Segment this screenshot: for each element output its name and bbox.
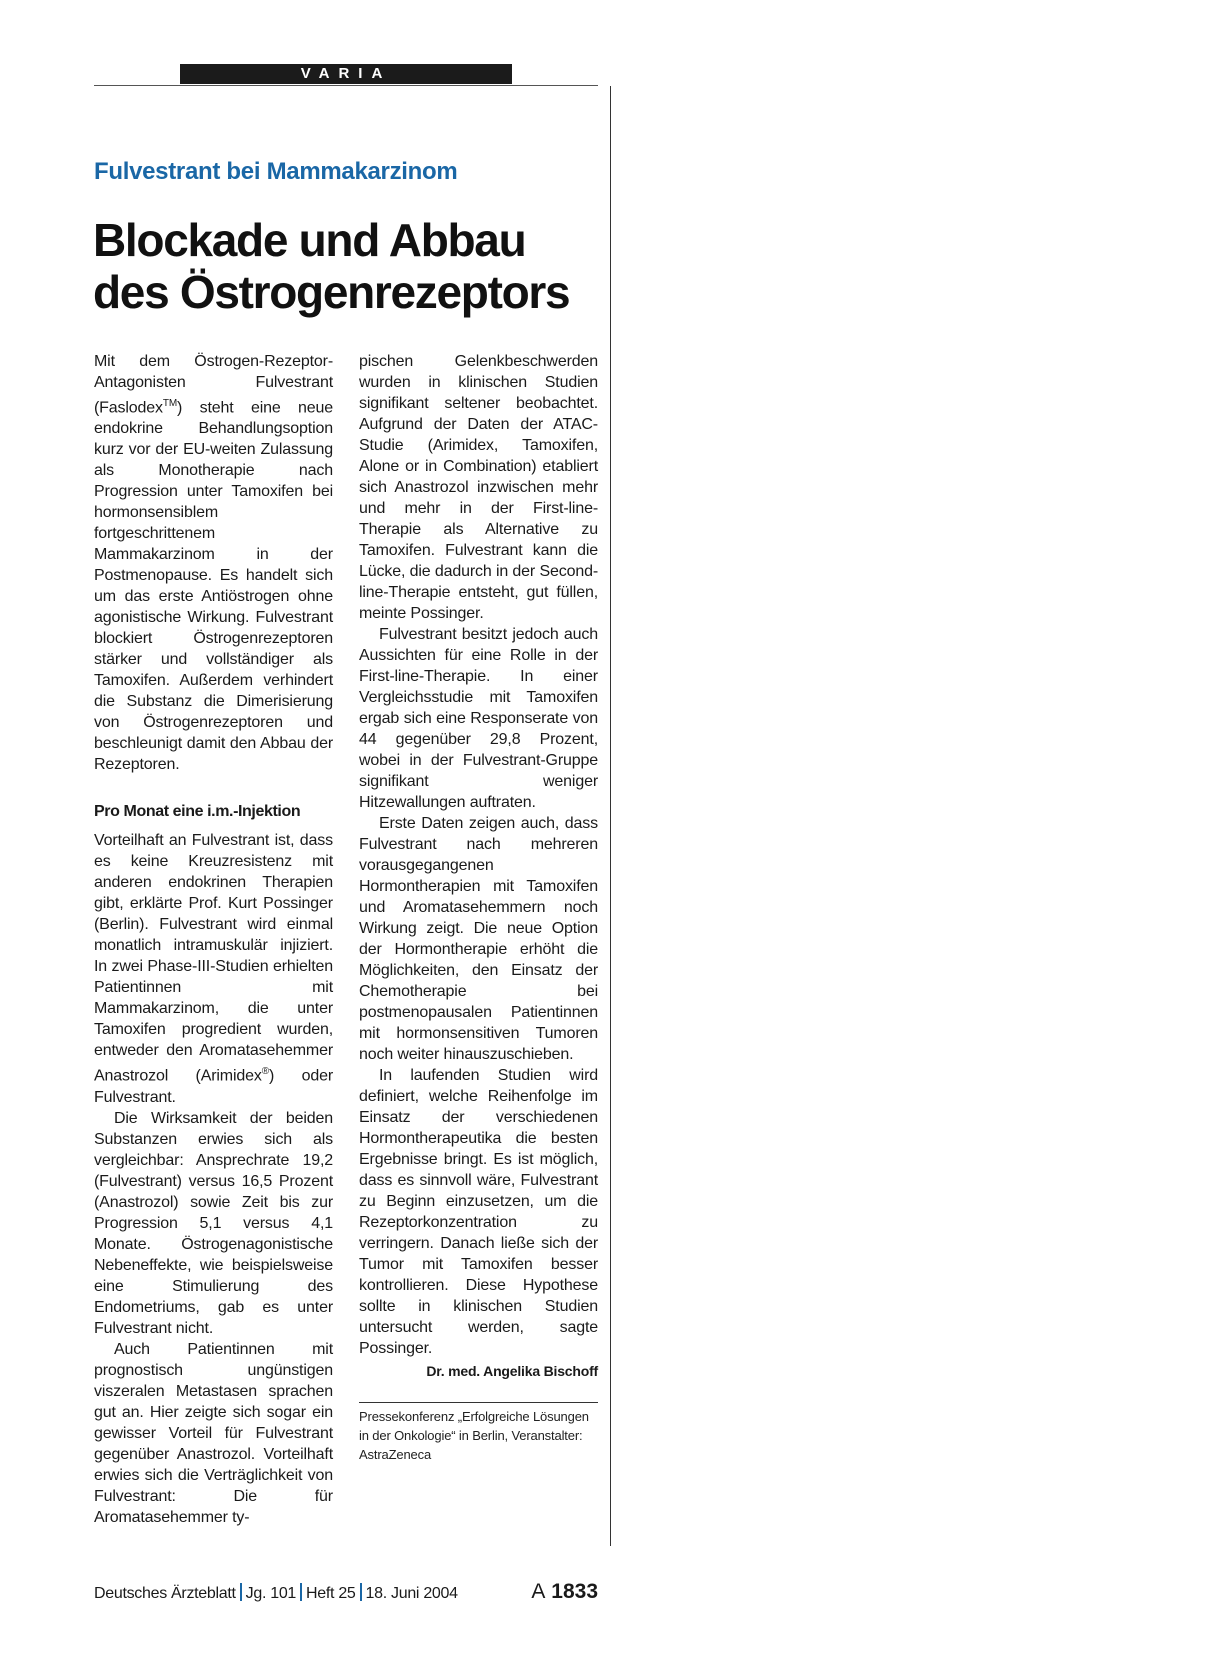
page-prefix: A	[531, 1580, 546, 1603]
registered-sign: ®	[261, 1066, 269, 1078]
paragraph: Die Wirksamkeit der beiden Substanzen erwies sich als vergleichbar: Ansprechrate 19,2 (Fulvestrant) versus 16,5 Prozent (Anastrozol) sowie Zeit bis zur Progression 5,1 versus 4,1 Monate. Östrogenagonistische Nebeneffekte, wie beispielsweise eine Stimulierung des Endometriums, gab es unter Fulvestrant nicht.	[94, 1109, 333, 1337]
footer-separator	[300, 1583, 302, 1601]
paragraph: Erste Daten zeigen auch, dass Fulvestrant nach mehreren vorausgegangenen Hormontherapien mit Tamoxifen und Aromatasehemmern noch Wirkung zeigt. Die neue Option der Hormontherapie erhöht die Möglichkeiten, den Einsatz der Chemotherapie bei postmenopausalen Patientinnen mit hormonsensitiven Tumoren noch weiter hinauszuschieben.	[359, 815, 598, 1063]
source-note: Pressekonferenz „Erfolgreiche Lösungen in der Onkologie“ in Berlin, Veranstalter: AstraZeneca	[359, 1409, 589, 1462]
headline-line-1: Blockade und Abbau	[93, 214, 526, 266]
footer-separator	[360, 1583, 362, 1601]
paragraph	[94, 830, 333, 1107]
paragraph: pischen Gelenkbeschwerden wurden in klinischen Studien signifikant seltener beobachtet. Aufgrund der Daten der ATAC-Studie (Arimidex, Tamoxifen, Alone or in Combination) etabliert sich Anastrozol inzwischen mehr und mehr in der First-line-Therapie als Alternative zu Tamoxifen. Fulvestrant kann die Lücke, die dadurch in der Second-line-Therapie entsteht, gut füllen, meinte Possinger.	[359, 353, 598, 622]
headline-line-2: des Östrogenrezeptors	[93, 266, 570, 318]
trademark-sign: TM	[162, 398, 178, 409]
author-byline: Dr. med. Angelika Bischoff	[426, 1363, 598, 1379]
footer-separator	[240, 1583, 242, 1601]
article-kicker: Fulvestrant bei Mammakarzinom	[94, 158, 458, 185]
subheading: Pro Monat eine i.m.-Injektion	[94, 803, 301, 821]
page-number	[531, 1580, 598, 1604]
page-footer	[94, 1580, 598, 1606]
issue-date: 18. Juni 2004	[365, 1585, 458, 1602]
journal-volume: Jg. 101	[245, 1585, 297, 1602]
paragraph-text: ) oder Fulvestrant.	[94, 1067, 333, 1106]
header-rule	[94, 85, 598, 86]
paragraph: Auch Patientinnen mit prognostisch ungünstigen viszeralen Metastasen sprachen gut an. Hier zeigte sich sogar ein gewisser Vorteil für Fulvestrant gegenüber Anastrozol. Vorteilhaft erwies sich die Verträglichkeit von Fulvestrant: Die für Aromatasehemmer ty-	[94, 1340, 333, 1526]
paragraph-text: Mit dem Östrogen-Rezeptor-Antagonisten Fulvestrant (Faslodex	[94, 353, 333, 417]
paragraph: Fulvestrant besitzt jedoch auch Aussichten für eine Rolle in der First-line-Therapie. In einer Vergleichsstudie mit Tamoxifen ergab sich eine Responserate von 44 gegenüber 29,8 Prozent, wobei in der Fulvestrant-Gruppe signifikant weniger Hitzewallungen auftraten.	[359, 626, 598, 811]
paragraph-text: ) steht eine neue endokrine Behandlungsoption kurz vor der EU-weiten Zulassung als Monotherapie nach Progression unter Tamoxifen bei hormonsensiblem fortgeschrittenem Mammakarzinom in der Postmenopause. Es handelt sich um das erste Antiöstrogen ohne agonistische Wirkung. Fulvestrant blockiert Östrogenrezeptoren stärker und vollständiger als Tamoxifen. Außerdem verhindert die Substanz die Dimerisierung von Östrogenrezeptoren und beschleunigt damit den Abbau der Rezeptoren.	[94, 399, 333, 774]
page-number-value: 1833	[551, 1580, 598, 1603]
paragraph: In laufenden Studien wird definiert, welche Reihenfolge im Einsatz der verschiedenen Hormontherapeutika die besten Ergebnisse bringt. Es ist möglich, dass es sinnvoll wäre, Fulvestrant zu Beginn einzusetzen, um die Rezeptorkonzentration zu verringern. Danach ließe sich der Tumor mit Tamoxifen besser kontrollieren. Diese Hypothese sollte in klinischen Studien untersucht werden, sagte Possinger.	[359, 1067, 598, 1357]
note-rule	[359, 1402, 598, 1403]
text-column-1	[94, 351, 333, 1528]
journal-issue: Heft 25	[306, 1585, 356, 1602]
paragraph	[94, 351, 333, 775]
text-column-2	[359, 351, 598, 1464]
section-label: VARIA	[180, 64, 512, 84]
article-headline	[93, 214, 613, 318]
journal-name: Deutsches Ärzteblatt	[94, 1585, 236, 1602]
paragraph-text: Vorteilhaft an Fulvestrant ist, dass es keine Kreuzresistenz mit anderen endokrinen Therapien gibt, erklärte Prof. Kurt Possinger (Berlin). Fulvestrant wird einmal monatlich intramuskulär injiziert. In zwei Phase-III-Studien erhielten Patientinnen mit Mammakarzinom, die unter Tamoxifen progredient wurden, entweder den Aromatasehemmer Anastrozol (Arimidex	[94, 832, 333, 1085]
footer-citation	[94, 1583, 458, 1603]
